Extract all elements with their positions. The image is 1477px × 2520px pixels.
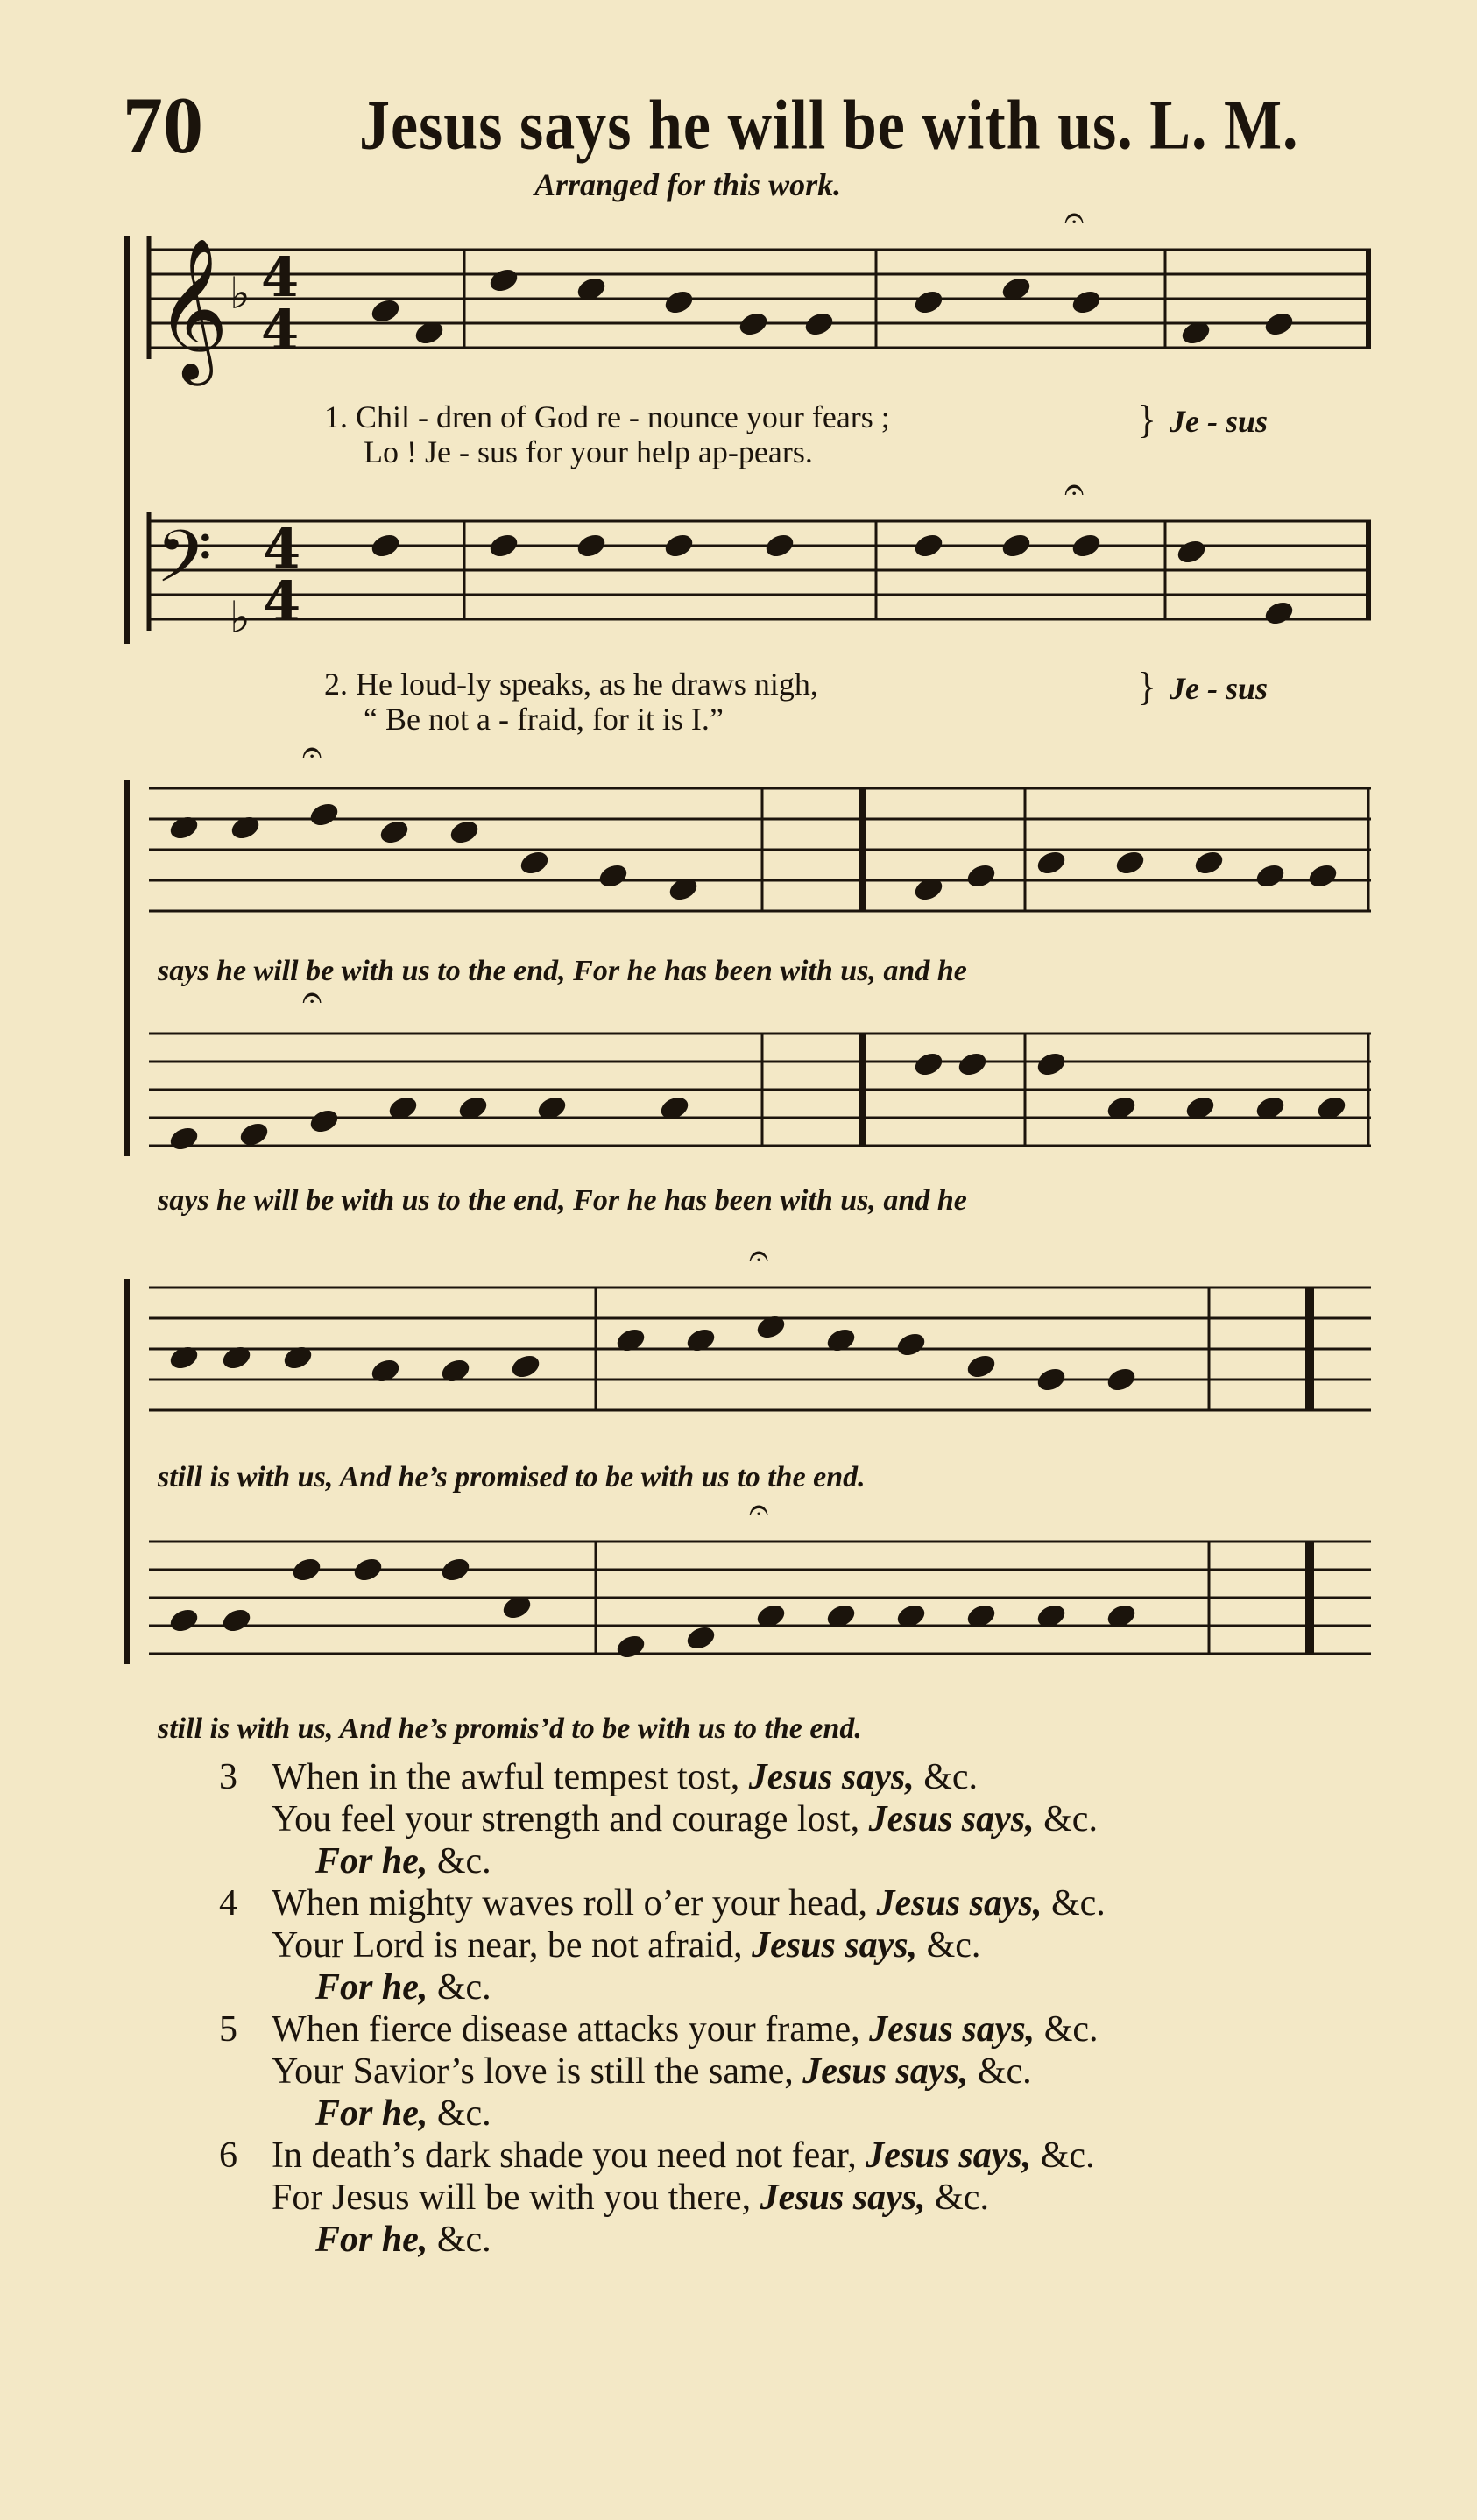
- staff-system3-treble: [149, 1288, 1371, 1410]
- time-signature-top: 4: [261, 245, 300, 309]
- verse-5: 5 When fierce disease attacks your frame, Jesus says, &c. Your Savior’s love is still the same, Jesus says, &c. For he, &c.: [219, 2009, 1099, 2134]
- page-title: Jesus says he will be with us. L. M.: [359, 87, 1299, 165]
- fermata-icon: 𝄐: [1064, 469, 1085, 510]
- treble-clef-icon: 𝄞: [156, 237, 229, 380]
- system2-lyric-treble: says he will be with us to the end, For he has been with us, and he: [158, 955, 967, 987]
- fermata-icon: 𝄐: [749, 1236, 769, 1276]
- arranged-note: Arranged for this work.: [534, 167, 842, 202]
- verse1-lyric-end: Je - sus: [1170, 404, 1269, 439]
- verse2-lyric-line2: “ Be not a - fraid, for it is I.”: [364, 702, 724, 737]
- staff-system3-bass: [149, 1542, 1371, 1654]
- time-signature-top: 4: [263, 517, 301, 581]
- verse1-lyric-line1: 1. Chil - dren of God re - nounce your fears ;: [324, 399, 890, 434]
- verse-6: 6 In death’s dark shade you need not fear, Jesus says, &c. For Jesus will be with you there, Jesus says, &c. For he, &c.: [219, 2135, 1095, 2260]
- additional-verses: [219, 1756, 1106, 2261]
- time-signature-bottom: 4: [263, 569, 301, 633]
- brace-icon: }: [1137, 664, 1157, 709]
- time-signature-bottom: 4: [261, 298, 300, 362]
- fermata-icon: 𝄐: [1064, 198, 1085, 238]
- verse-3: 3 When in the awful tempest tost, Jesus says, &c. You feel your strength and courage lost, Jesus says, &c. For he, &c.: [219, 1757, 1098, 1881]
- system3-lyric-bass: still is with us, And he’s promis’d to be with us to the end.: [158, 1712, 862, 1745]
- verse-4: 4 When mighty waves roll o’er your head, Jesus says, &c. Your Lord is near, be not afraid, Jesus says, &c. For he, &c.: [219, 1883, 1106, 2008]
- fermata-icon: 𝄐: [749, 1490, 769, 1530]
- flat-icon: ♭: [230, 592, 251, 643]
- staff-system2-bass: [149, 1034, 1371, 1146]
- bass-clef-icon: 𝄢: [156, 514, 213, 617]
- verse2-lyric-line1: 2. He loud-ly speaks, as he draws nigh,: [324, 667, 818, 702]
- brace-icon: }: [1137, 397, 1157, 441]
- system2-lyric-bass: says he will be with us to the end, For he has been with us, and he: [158, 1184, 967, 1217]
- verse1-lyric-line2: Lo ! Je - sus for your help ap-pears.: [364, 434, 813, 469]
- flat-icon: ♭: [230, 268, 251, 319]
- system3-lyric-treble: still is with us, And he’s promised to be with us to the end.: [158, 1461, 866, 1493]
- staff-system1-bass: [149, 512, 1371, 631]
- verse2-lyric-end: Je - sus: [1170, 671, 1269, 706]
- page-number: 70: [123, 81, 203, 170]
- fermata-icon: 𝄐: [302, 732, 322, 773]
- fermata-icon: 𝄐: [302, 978, 322, 1018]
